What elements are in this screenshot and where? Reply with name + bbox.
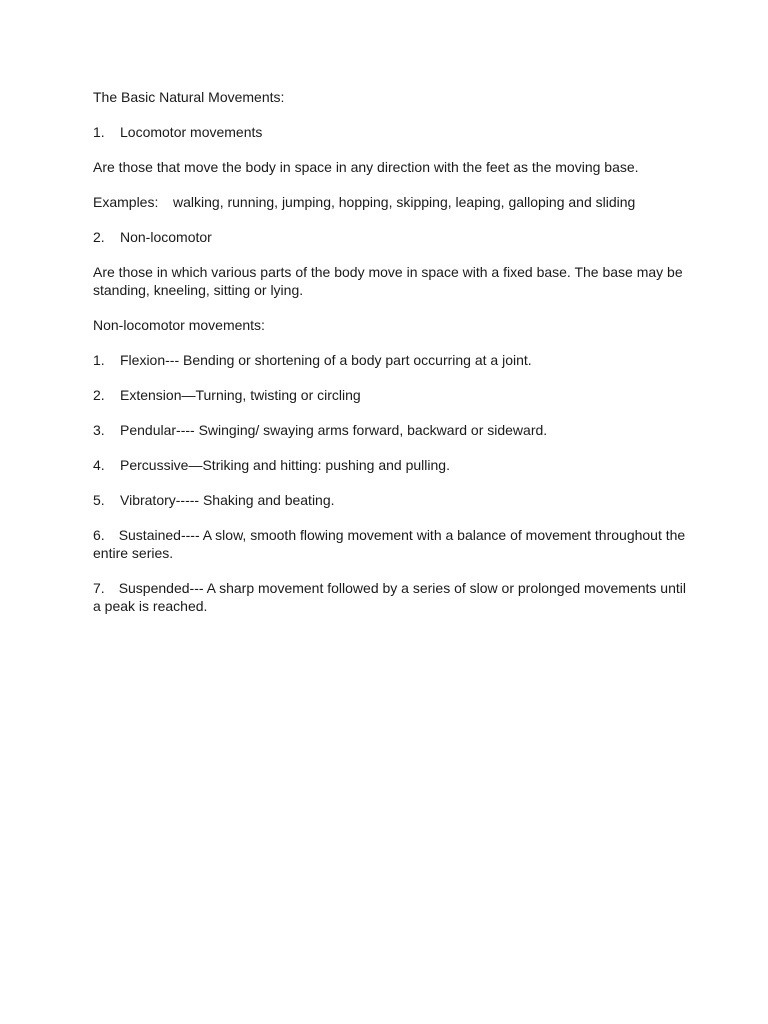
list-item bbox=[93, 491, 693, 509]
list-item-number: 3. bbox=[93, 422, 105, 438]
list-item-text: Suspended--- A sharp movement followed by a series of slow or prolonged movements until a peak is reached. bbox=[93, 580, 686, 614]
list-item-text: Pendular---- Swinging/ swaying arms forward, backward or sideward. bbox=[120, 422, 548, 438]
section-heading-locomotor bbox=[93, 123, 693, 141]
list-item-number: 5. bbox=[93, 492, 105, 508]
list-item-number: 7. bbox=[93, 580, 105, 596]
list-item-text: Flexion--- Bending or shortening of a body part occurring at a joint. bbox=[120, 352, 532, 368]
list-item-number: 1. bbox=[93, 352, 105, 368]
list-item-text: Vibratory----- Shaking and beating. bbox=[120, 492, 335, 508]
list-item-text: Percussive—Striking and hitting: pushing and pulling. bbox=[120, 457, 450, 473]
list-item-number: 2. bbox=[93, 387, 105, 403]
non-locomotor-description: Are those in which various parts of the body move in space with a fixed base. The base may be standing, kneeling, sitting or lying. bbox=[93, 264, 683, 298]
list-item bbox=[93, 386, 693, 404]
list-item bbox=[93, 421, 693, 439]
locomotor-description: Are those that move the body in space in any direction with the feet as the moving base. bbox=[93, 159, 639, 175]
list-item bbox=[93, 579, 693, 615]
list-item-number: 4. bbox=[93, 457, 105, 473]
section-heading-text: Non-locomotor bbox=[120, 229, 212, 245]
list-item-number: 6. bbox=[93, 527, 105, 543]
examples-label: Examples: bbox=[93, 194, 159, 210]
section-heading-text: Locomotor movements bbox=[120, 124, 263, 140]
examples-text: walking, running, jumping, hopping, skipping, leaping, galloping and sliding bbox=[173, 194, 636, 210]
list-item bbox=[93, 526, 693, 562]
list-item-text: Extension—Turning, twisting or circling bbox=[120, 387, 361, 403]
section-heading-non-locomotor bbox=[93, 228, 693, 246]
list-item bbox=[93, 351, 693, 369]
document-body bbox=[93, 88, 693, 632]
locomotor-examples bbox=[93, 193, 693, 211]
section-number: 1. bbox=[93, 124, 105, 140]
list-item-text: Sustained---- A slow, smooth flowing movement with a balance of movement throughout the entire series. bbox=[93, 527, 686, 561]
non-locomotor-list-heading: Non-locomotor movements: bbox=[93, 317, 265, 333]
document-title: The Basic Natural Movements: bbox=[93, 89, 285, 105]
section-number: 2. bbox=[93, 229, 105, 245]
list-item bbox=[93, 456, 693, 474]
